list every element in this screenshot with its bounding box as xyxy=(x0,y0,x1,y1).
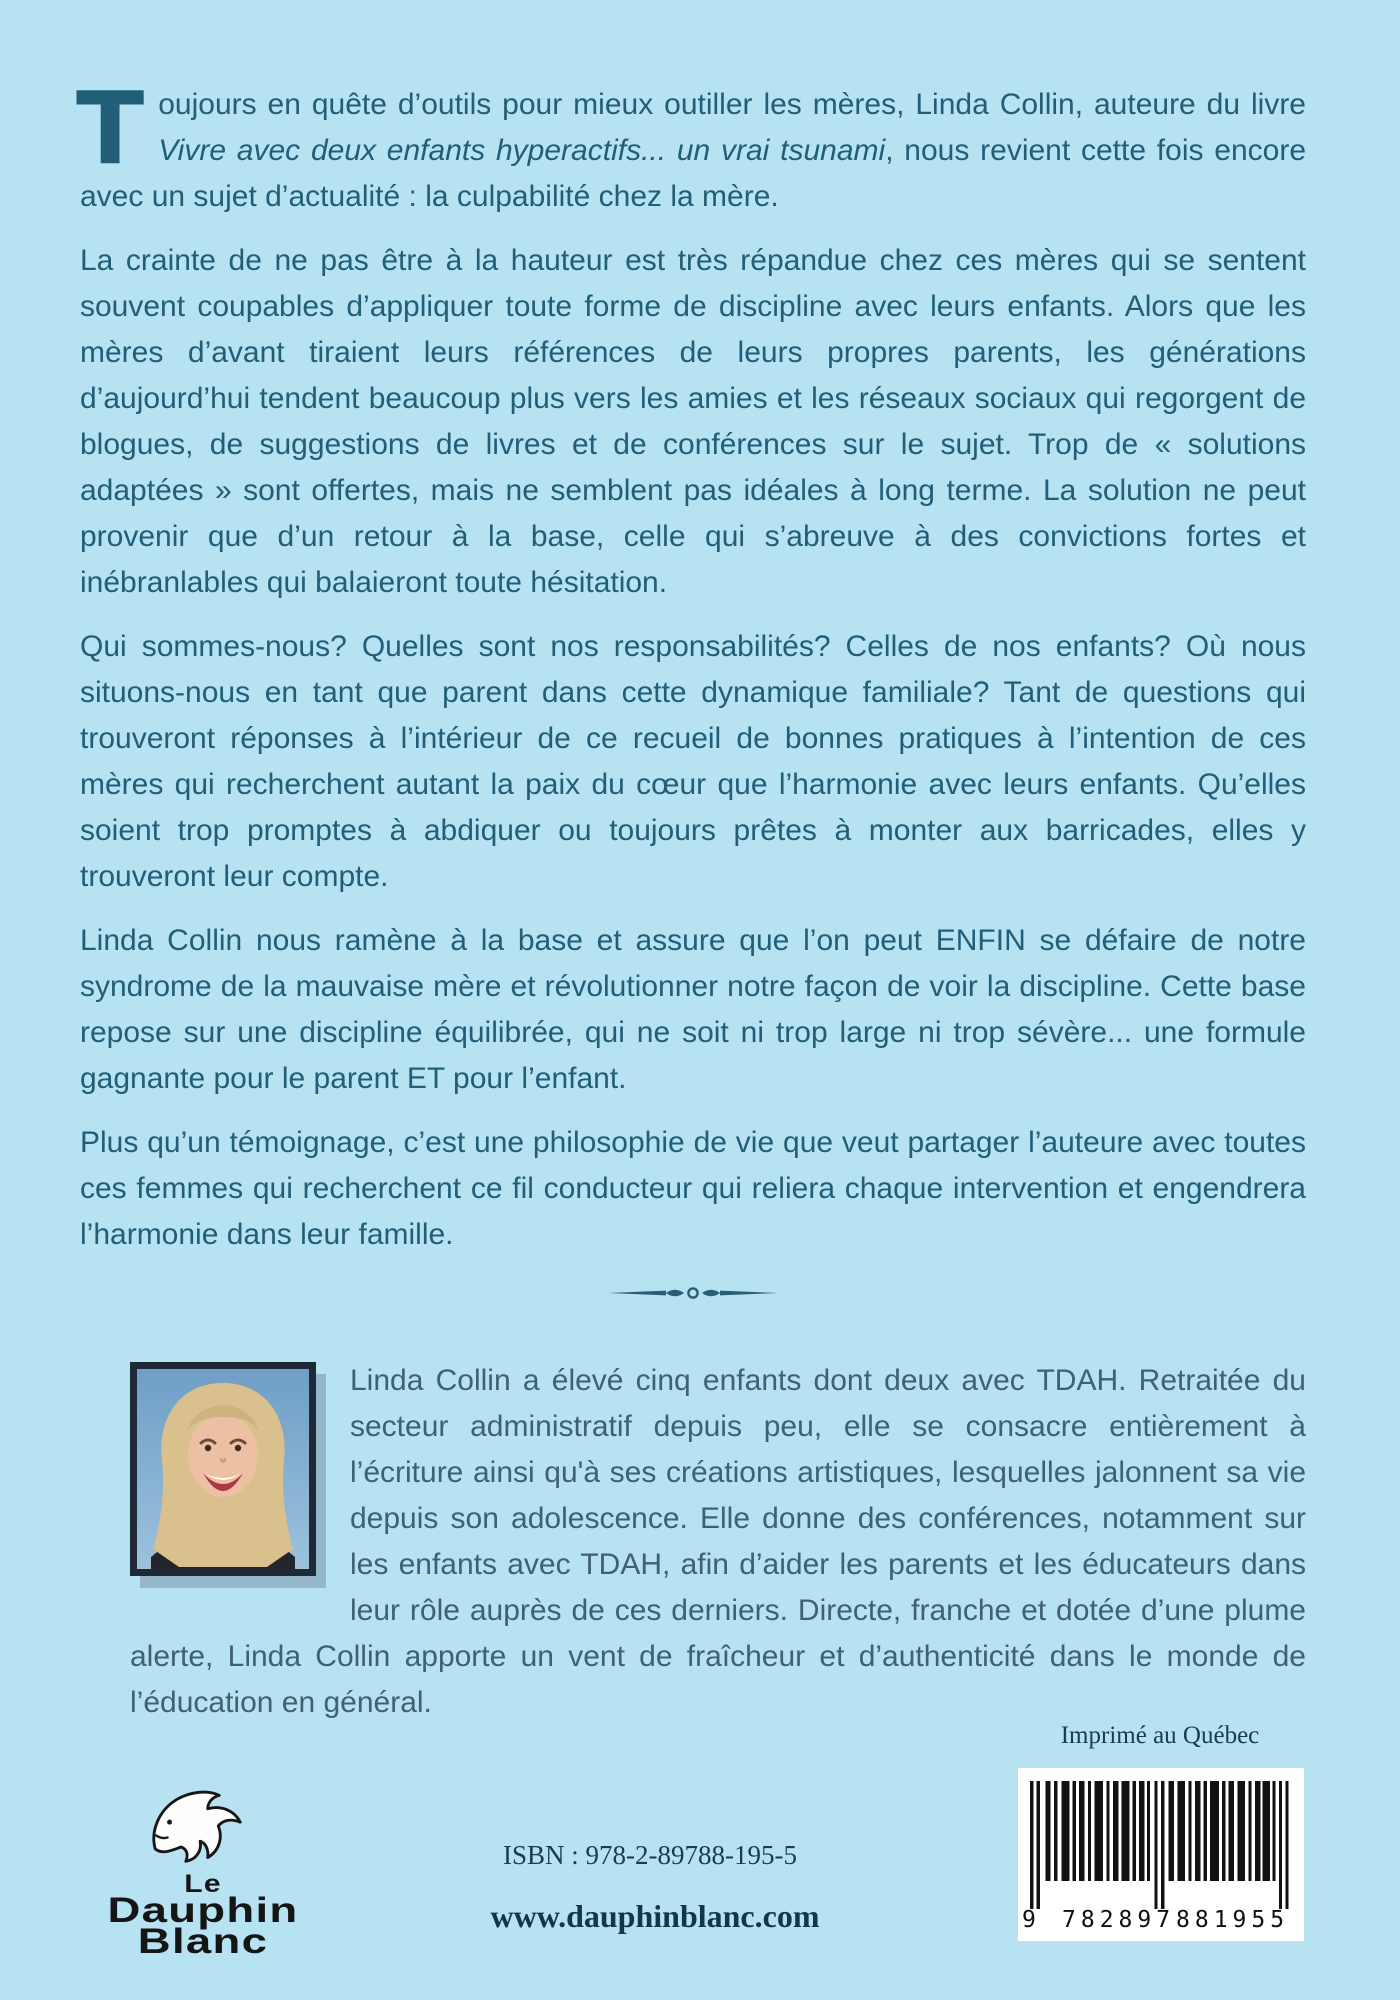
website-label: www.dauphinblanc.com xyxy=(490,1898,820,1934)
p1-text-end: , nous revient cette fois encore avec un sujet d’actualité : la culpabilité chez la mère. xyxy=(80,134,1306,213)
author-bio-section xyxy=(130,1358,1306,1726)
dolphin-icon xyxy=(139,1782,267,1868)
printed-in-label: Imprimé au Québec xyxy=(1060,1722,1260,1749)
isbn-label: ISBN : 978-2-89788-195-5 xyxy=(503,1840,797,1870)
barcode-digit-group: 782897 xyxy=(1062,1907,1176,1933)
synopsis-paragraph-1 xyxy=(76,70,1306,220)
publisher-name-le: Le xyxy=(184,1870,222,1898)
barcode-digits xyxy=(1018,1907,1304,1935)
barcode-bars-icon xyxy=(1030,1781,1292,1915)
synopsis xyxy=(76,70,1306,1276)
divider-ornament-icon xyxy=(608,1284,778,1302)
section-divider xyxy=(80,1284,1306,1307)
barcode-digit-group: 881955 xyxy=(1176,1907,1290,1933)
synopsis-paragraph-5: Plus qu’un témoignage, c’est une philosophie de vie que veut partager l’auteure avec toutes ces femmes qui recherchent ce fil conducteur qui reliera chaque intervention et engendrera l’harmonie dans leur famille. xyxy=(80,1126,1306,1251)
dropcap-letter: T xyxy=(76,70,145,187)
publisher-name-blanc: Blanc xyxy=(137,1922,269,1961)
author-bio-text: Linda Collin a élevé cinq enfants dont deux avec TDAH. Retraitée du secteur administratif depuis peu, elle se consacre entièrement à l’écriture ainsi qu'à ses créations artistiques, lesquelles jalonnent sa vie depuis son adolescence. Elle donne des conférences, notamment sur les enfants avec TDAH, afin d’aider les parents et les éducateurs dans leur rôle auprès de ces derniers. Directe, franche et dotée d’une plume alerte, Linda Collin apporte un vent de fraîcheur et d’authenticité dans le monde de l’éducation en général. xyxy=(130,1364,1306,1719)
author-portrait-image xyxy=(137,1369,309,1569)
synopsis-paragraph-2: La crainte de ne pas être à la hauteur est très répandue chez ces mères qui se sentent souvent coupables d’appliquer toute forme de discipline avec leurs enfants. Alors que les mères d’avant tiraient leurs références de leurs propres parents, les générations d’aujourd’hui tendent beaucoup plus vers les amies et les réseaux sociaux qui regorgent de blogues, de suggestions de livres et de conférences sur le sujet. Trop de « solutions adaptées » sont offertes, mais ne semblent pas idéales à long terme. La solution ne peut provenir que d’un retour à la base, celle qui s’abreuve à des convictions fortes et inébranlables qui balaieront toute hésitation. xyxy=(80,244,1306,599)
book-title-italic: Vivre avec deux enfants hyperactifs... un vrai tsunami xyxy=(158,134,886,167)
synopsis-paragraph-3: Qui sommes-nous? Quelles sont nos responsabilités? Celles de nos enfants? Où nous situons-nous en tant que parent dans cette dynamique familiale? Tant de questions qui trouveront réponses à l’intérieur de ce recueil de bonnes pratiques à l’intention de ces mères qui recherchent autant la paix du cœur que l’harmonie avec leurs enfants. Qu’elles soient trop promptes à abdiquer ou toujours prêtes à monter aux barricades, elles y trouveront leur compte. xyxy=(80,630,1306,893)
author-photo xyxy=(130,1362,316,1576)
publisher-logo xyxy=(88,1782,318,1961)
publisher-name-dauphin: Dauphin xyxy=(107,1891,299,1930)
barcode xyxy=(1018,1768,1304,1941)
barcode-digit-group: 9 xyxy=(1022,1907,1036,1933)
synopsis-paragraph-4: Linda Collin nous ramène à la base et assure que l’on peut ENFIN se défaire de notre syndrome de la mauvaise mère et révolutionner notre façon de voir la discipline. Cette base repose sur une discipline équilibrée, qui ne soit ni trop large ni trop sévère... une formule gagnante pour le parent ET pour l’enfant. xyxy=(80,924,1306,1095)
p1-text-start: oujours en quête d’outils pour mieux outiller les mères, Linda Collin, auteure du livre xyxy=(158,88,1306,121)
